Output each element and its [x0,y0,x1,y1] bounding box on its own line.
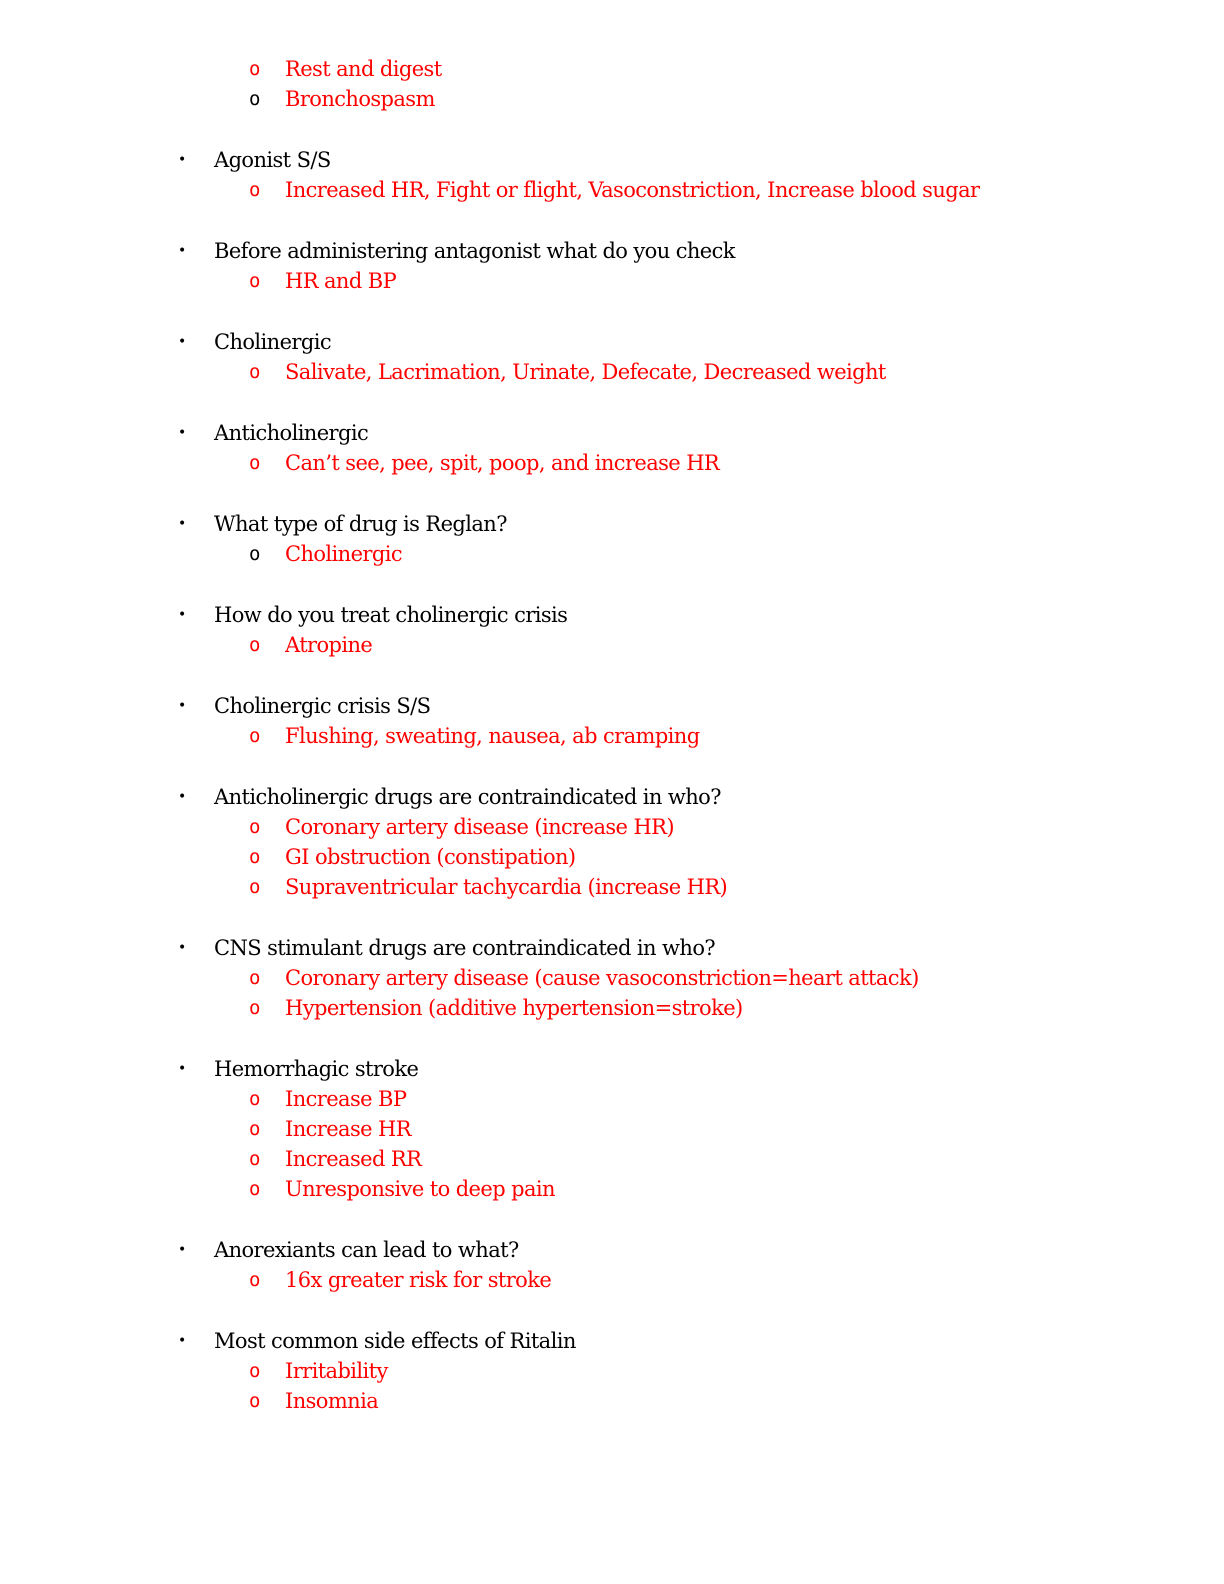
answer-text: Increased RR [285,1147,422,1171]
sub-bullet-marker: o [249,876,261,898]
sub-bullet-marker: o [249,1088,261,1110]
answer-text: Increase HR [285,1117,411,1141]
question-text: Anorexiants can lead to what? [214,1238,519,1262]
sub-bullet-marker: o [249,1390,261,1412]
sub-bullet-marker: o [249,634,261,656]
answer-text: Cholinergic [285,542,402,566]
question-text: Before administering antagonist what do you check [214,239,735,263]
question-text: Most common side effects of Ritalin [214,1329,576,1353]
sub-bullet-marker: o [249,1178,261,1200]
answer-text: Supraventricular tachycardia (increase HR) [285,875,728,899]
answer-text: Insomnia [285,1389,379,1413]
answer-text: Coronary artery disease (cause vasoconstriction=heart attack) [285,966,919,990]
question-text: Agonist S/S [214,148,331,172]
sub-bullet-marker: o [249,452,261,474]
answer-text: Increase BP [285,1087,407,1111]
question-text: Anticholinergic drugs are contraindicated in who? [214,785,721,809]
bullet-dot-icon [178,242,190,260]
sub-bullet-marker: o [249,846,261,868]
bullet-dot-icon [178,788,190,806]
question-text: Cholinergic [214,330,331,354]
answer-text: Unresponsive to deep pain [285,1177,555,1201]
answer-text: Can’t see, pee, spit, poop, and increase HR [285,451,720,475]
bullet-dot-icon [178,424,190,442]
sub-bullet-marker: o [249,58,261,80]
sub-bullet-marker: o [249,816,261,838]
bullet-dot-icon [178,515,190,533]
sub-bullet-marker: o [249,543,261,565]
answer-text: Atropine [285,633,373,657]
sub-bullet-marker: o [249,967,261,989]
sub-bullet-marker: o [249,361,261,383]
sub-bullet-marker: o [249,88,261,110]
sub-bullet-marker: o [249,1360,261,1382]
answer-text: 16x greater risk for stroke [285,1268,552,1292]
bullet-dot-icon [178,1332,190,1350]
sub-bullet-marker: o [249,1118,261,1140]
bullet-dot-icon [178,333,190,351]
question-text: Cholinergic crisis S/S [214,694,431,718]
sub-bullet-marker: o [249,1269,261,1291]
question-text: How do you treat cholinergic crisis [214,603,568,627]
sub-bullet-marker: o [249,179,261,201]
answer-text: GI obstruction (constipation) [285,845,576,869]
answer-text: Irritability [285,1359,388,1383]
question-text: CNS stimulant drugs are contraindicated in who? [214,936,716,960]
sub-bullet-marker: o [249,725,261,747]
answer-text: Coronary artery disease (increase HR) [285,815,674,839]
bullet-dot-icon [178,606,190,624]
question-text: Hemorrhagic stroke [214,1057,419,1081]
question-text: Anticholinergic [214,421,369,445]
answer-text: Flushing, sweating, nausea, ab cramping [285,724,700,748]
answer-text: Rest and digest [285,57,442,81]
sub-bullet-marker: o [249,270,261,292]
bullet-dot-icon [178,1241,190,1259]
bullet-dot-icon [178,1060,190,1078]
answer-text: Hypertension (additive hypertension=stroke) [285,996,743,1020]
answer-text: Increased HR, Fight or flight, Vasoconstriction, Increase blood sugar [285,178,980,202]
bullet-dot-icon [178,151,190,169]
bullet-dot-icon [178,939,190,957]
sub-bullet-marker: o [249,997,261,1019]
bullet-dot-icon [178,697,190,715]
answer-text: Bronchospasm [285,87,435,111]
sub-bullet-marker: o [249,1148,261,1170]
question-text: What type of drug is Reglan? [214,512,507,536]
answer-text: Salivate, Lacrimation, Urinate, Defecate, Decreased weight [285,360,886,384]
answer-text: HR and BP [285,269,397,293]
